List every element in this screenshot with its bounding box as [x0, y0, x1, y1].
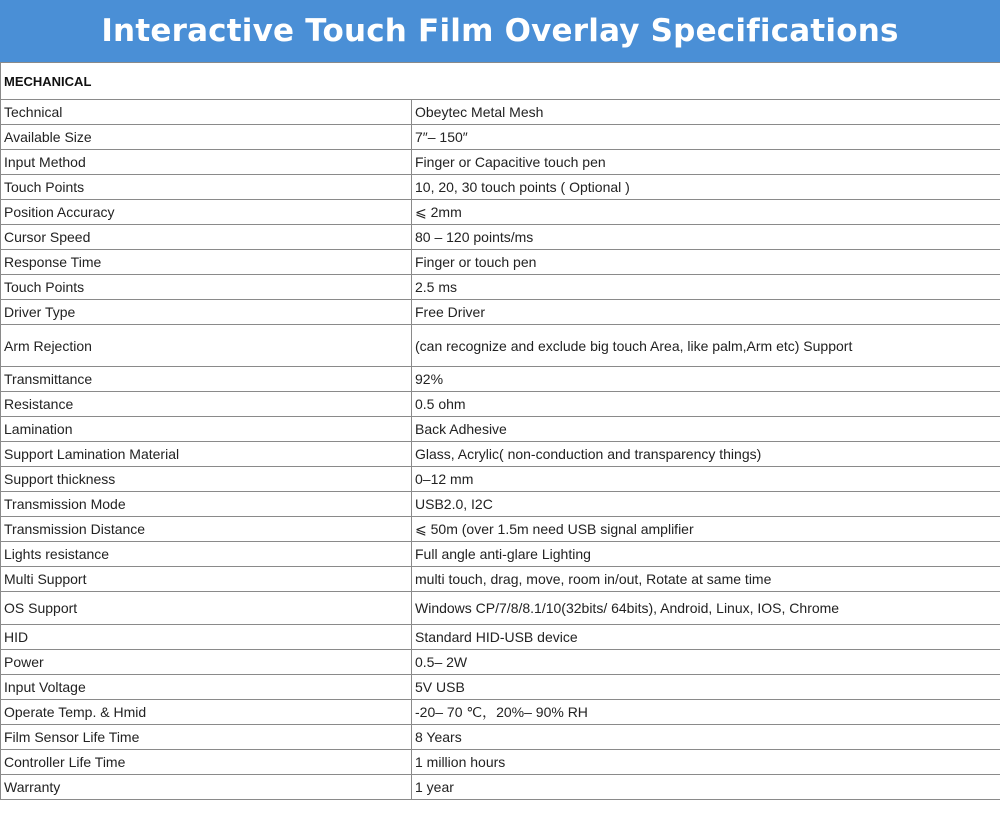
table-row: [1, 100, 1000, 125]
spec-label: Controller Life Time: [1, 750, 412, 775]
spec-label: OS Support: [1, 592, 412, 625]
spec-value: -20– 70 ℃，20%– 90% RH: [412, 700, 1000, 725]
spec-label: Operate Temp. & Hmid: [1, 700, 412, 725]
table-row: [1, 567, 1000, 592]
spec-label: Cursor Speed: [1, 225, 412, 250]
spec-label: Technical: [1, 100, 412, 125]
spec-value: (can recognize and exclude big touch Area, like palm,Arm etc) Support: [412, 325, 1000, 367]
spec-label: Arm Rejection: [1, 325, 412, 367]
spec-value: 8 Years: [412, 725, 1000, 750]
spec-value: 0.5 ohm: [412, 392, 1000, 417]
spec-label: Touch Points: [1, 275, 412, 300]
spec-label: HID: [1, 625, 412, 650]
spec-label: Film Sensor Life Time: [1, 725, 412, 750]
table-row: [1, 250, 1000, 275]
spec-label: Lights resistance: [1, 542, 412, 567]
spec-label: Warranty: [1, 775, 412, 800]
spec-value: Windows CP/7/8/8.1/10(32bits/ 64bits), Android, Linux, IOS, Chrome: [412, 592, 1000, 625]
table-row: [1, 625, 1000, 650]
spec-label: Response Time: [1, 250, 412, 275]
table-row: [1, 300, 1000, 325]
section-heading: MECHANICAL: [1, 63, 1000, 100]
table-row: [1, 417, 1000, 442]
spec-label: Position Accuracy: [1, 200, 412, 225]
spec-value: 2.5 ms: [412, 275, 1000, 300]
spec-label: Support thickness: [1, 467, 412, 492]
spec-label: Power: [1, 650, 412, 675]
spec-label: Multi Support: [1, 567, 412, 592]
spec-value: 1 million hours: [412, 750, 1000, 775]
spec-label: Resistance: [1, 392, 412, 417]
spec-value: 1 year: [412, 775, 1000, 800]
spec-value: Standard HID-USB device: [412, 625, 1000, 650]
table-row: [1, 750, 1000, 775]
spec-label: Touch Points: [1, 175, 412, 200]
table-row: [1, 650, 1000, 675]
table-row: [1, 200, 1000, 225]
spec-value: USB2.0, I2C: [412, 492, 1000, 517]
table-row: [1, 225, 1000, 250]
spec-value: 80 – 120 points/ms: [412, 225, 1000, 250]
spec-label: Driver Type: [1, 300, 412, 325]
table-row: [1, 725, 1000, 750]
spec-value: 5V USB: [412, 675, 1000, 700]
spec-value: Glass, Acrylic( non-conduction and transparency things): [412, 442, 1000, 467]
spec-label: Input Method: [1, 150, 412, 175]
spec-value: Free Driver: [412, 300, 1000, 325]
table-row: [1, 125, 1000, 150]
spec-value: Finger or touch pen: [412, 250, 1000, 275]
spec-value: 10, 20, 30 touch points ( Optional ): [412, 175, 1000, 200]
spec-value: 92%: [412, 367, 1000, 392]
spec-value: 0.5– 2W: [412, 650, 1000, 675]
table-row: [1, 275, 1000, 300]
spec-value: Full angle anti-glare Lighting: [412, 542, 1000, 567]
spec-label: Transmittance: [1, 367, 412, 392]
table-row: [1, 467, 1000, 492]
spec-label: Support Lamination Material: [1, 442, 412, 467]
table-row: [1, 392, 1000, 417]
table-row: [1, 367, 1000, 392]
table-row: [1, 325, 1000, 367]
table-row: [1, 675, 1000, 700]
spec-label: Transmission Mode: [1, 492, 412, 517]
table-row: [1, 592, 1000, 625]
table-row: [1, 542, 1000, 567]
spec-value: Finger or Capacitive touch pen: [412, 150, 1000, 175]
table-row: [1, 492, 1000, 517]
spec-label: Lamination: [1, 417, 412, 442]
spec-value: Obeytec Metal Mesh: [412, 100, 1000, 125]
spec-value: 0–12 mm: [412, 467, 1000, 492]
table-row: [1, 175, 1000, 200]
spec-value: multi touch, drag, move, room in/out, Rotate at same time: [412, 567, 1000, 592]
spec-value: Back Adhesive: [412, 417, 1000, 442]
page-title: Interactive Touch Film Overlay Specifications: [0, 0, 1000, 62]
specifications-table: [0, 62, 1000, 800]
table-row: [1, 700, 1000, 725]
spec-value: ⩽ 2mm: [412, 200, 1000, 225]
spec-label: Available Size: [1, 125, 412, 150]
spec-value: 7″– 150″: [412, 125, 1000, 150]
section-row: [1, 63, 1000, 100]
table-row: [1, 517, 1000, 542]
table-row: [1, 775, 1000, 800]
table-row: [1, 442, 1000, 467]
spec-label: Transmission Distance: [1, 517, 412, 542]
table-row: [1, 150, 1000, 175]
spec-label: Input Voltage: [1, 675, 412, 700]
spec-value: ⩽ 50m (over 1.5m need USB signal amplifier: [412, 517, 1000, 542]
